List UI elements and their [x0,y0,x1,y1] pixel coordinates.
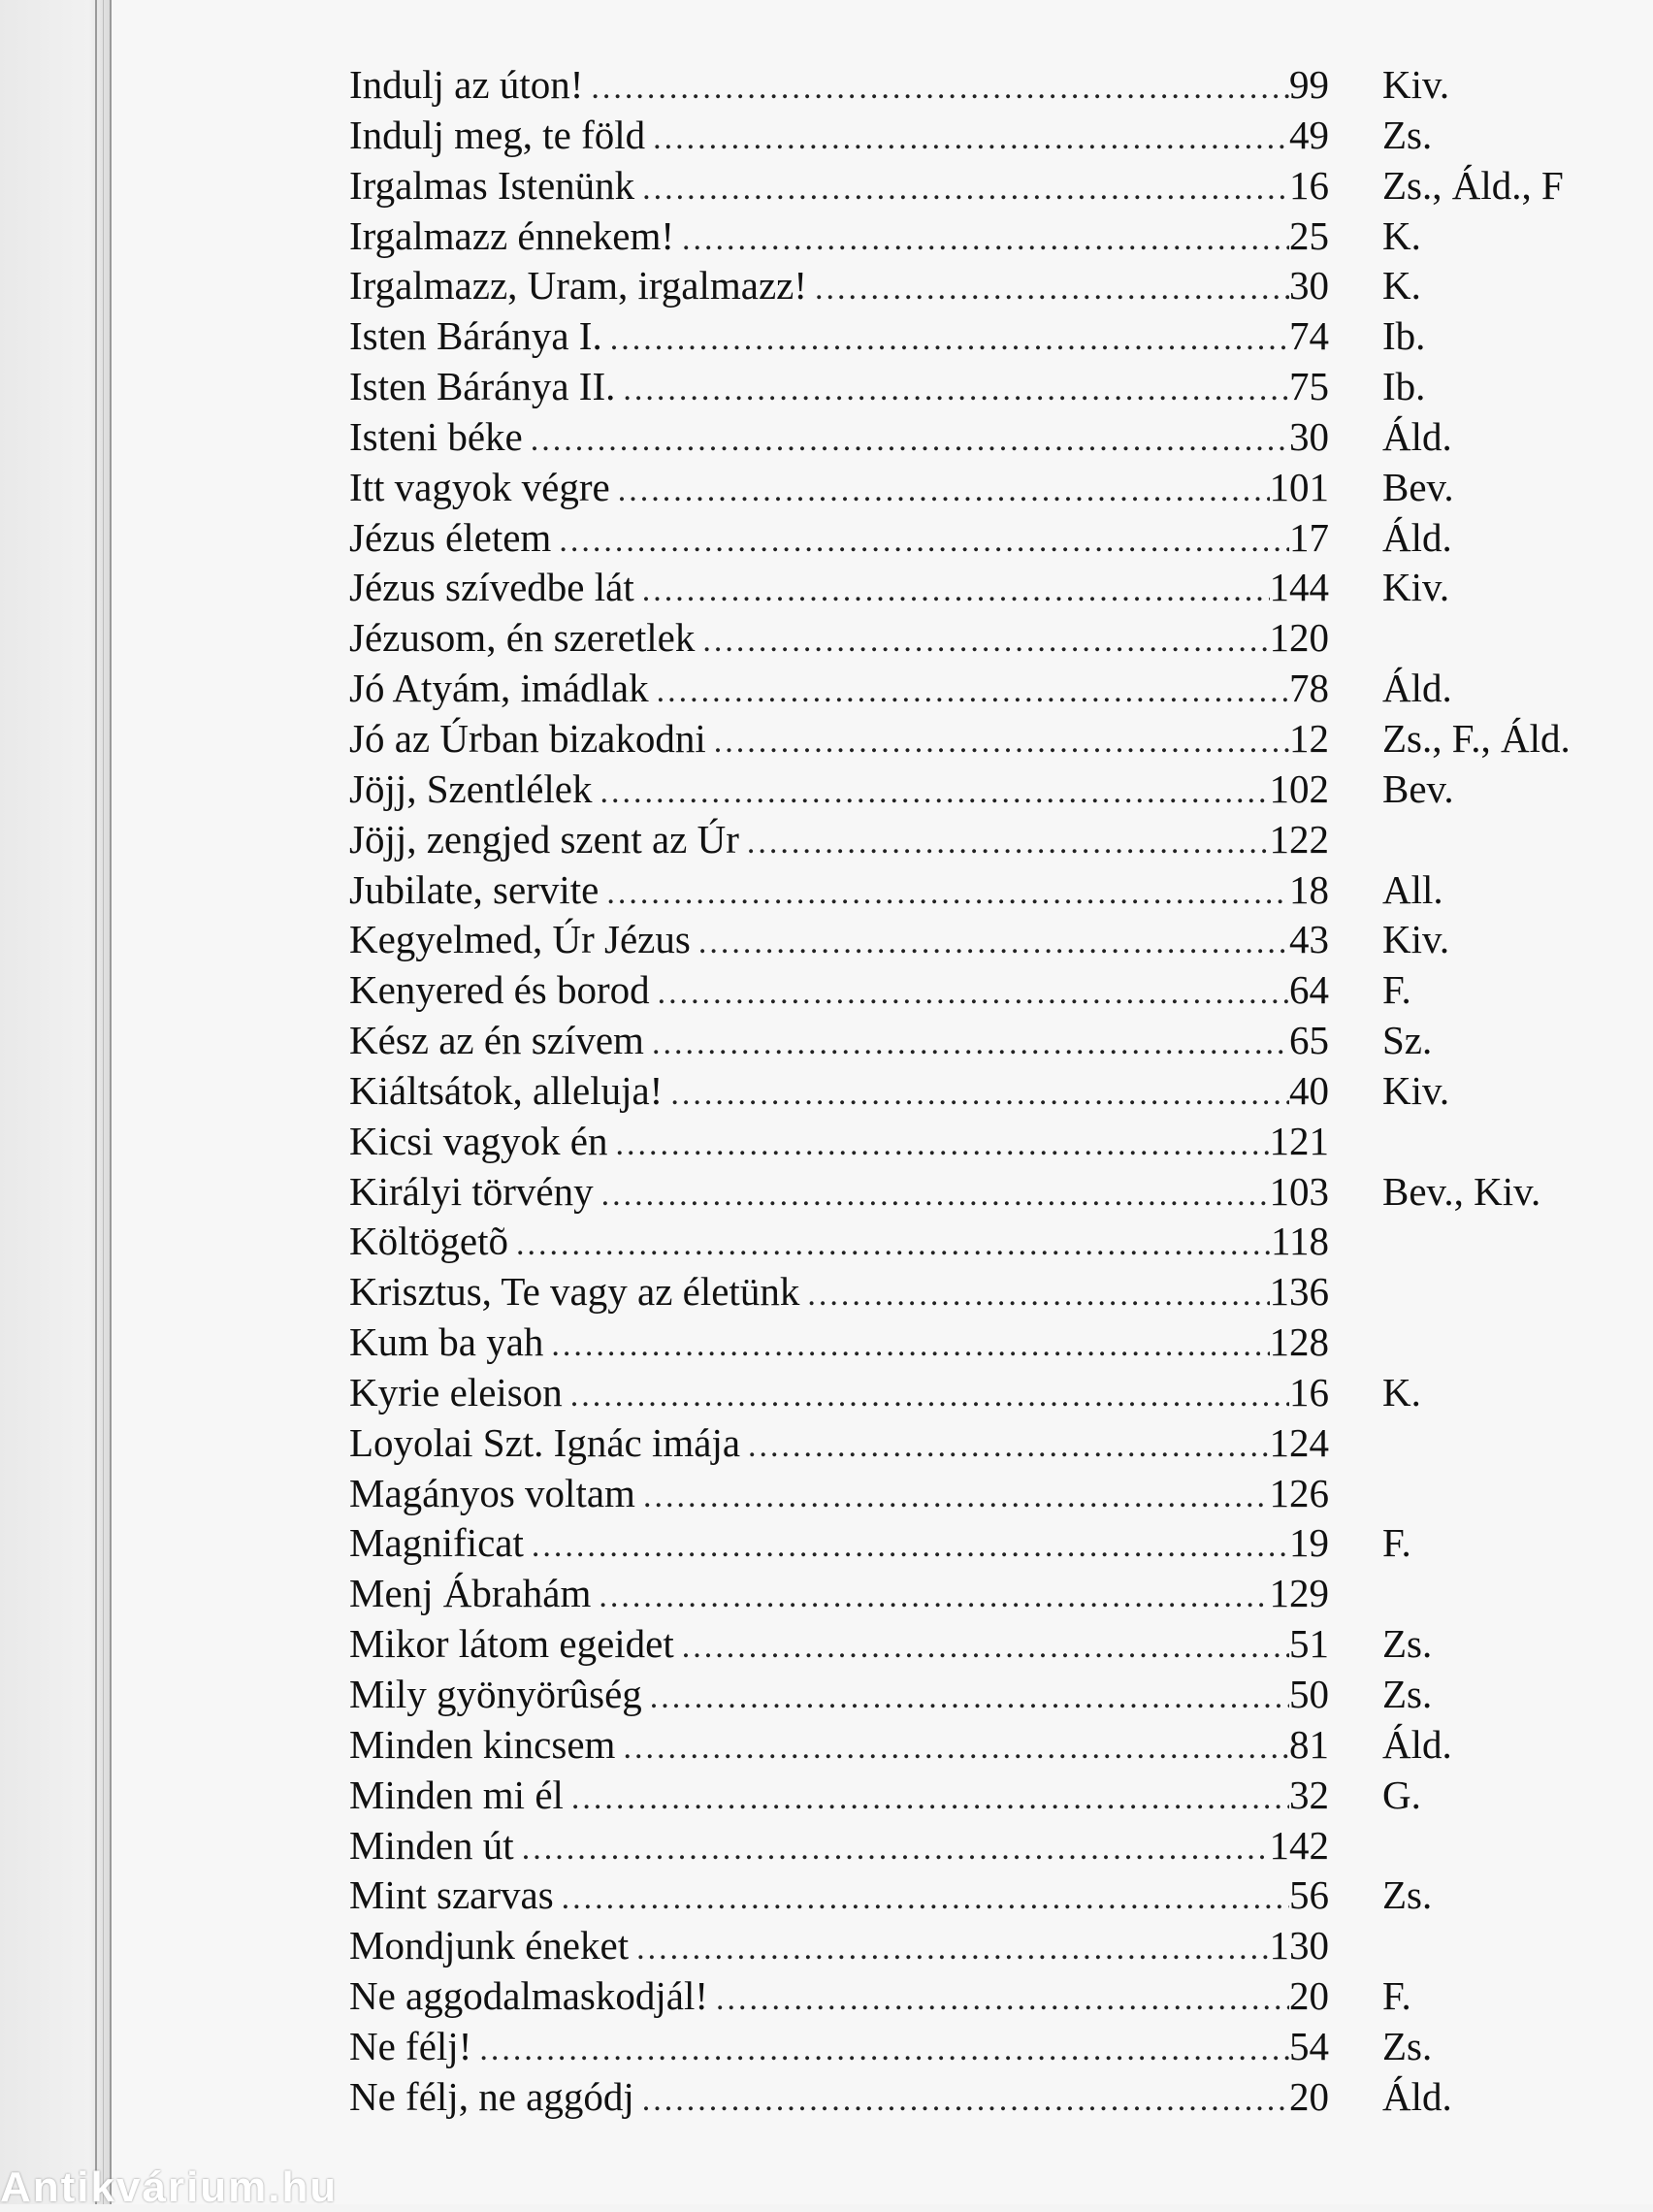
liturgical-category: Áld. [1382,413,1452,459]
song-title: Mondjunk éneket [349,1923,630,1968]
page-number: 16 [1289,1369,1329,1415]
page-number: 130 [1269,1923,1329,1968]
dot-leader [601,1170,1270,1220]
toc-entry-line [349,865,1329,918]
song-title: Mikor látom egeidet [349,1621,674,1667]
toc-entry [349,261,1610,311]
dot-leader [636,1924,1269,1973]
page-number: 121 [1269,1118,1329,1163]
song-title: Jézusom, én szeretlek [349,615,696,661]
dot-leader [642,164,1289,213]
toc-entry [349,513,1610,564]
page-number: 124 [1269,1419,1329,1465]
liturgical-category: Ib. [1382,364,1426,409]
dot-leader [657,667,1289,716]
liturgical-category: Ib. [1382,313,1426,359]
song-title: Mily gyönyörûség [349,1672,642,1716]
toc-entry-line [349,764,1329,817]
liturgical-category: Zs., F., Áld. [1382,715,1571,761]
toc-entry [349,664,1610,714]
toc-entry [349,1619,1610,1670]
page-number: 75 [1289,364,1329,409]
song-title: Minden mi él [349,1772,564,1817]
page-number: 144 [1269,565,1329,610]
dot-leader [807,1270,1269,1319]
toc-entry-line [349,563,1329,615]
toc-entry [349,965,1610,1016]
song-title: Krisztus, Te vagy az életünk [349,1269,800,1315]
toc-entry [349,1720,1610,1771]
song-title: Királyi törvény [349,1168,594,1214]
page-number: 18 [1289,866,1329,912]
dot-leader [606,868,1289,918]
song-title: Magnificat [349,1520,524,1566]
toc-entry [349,211,1610,262]
song-title: Költögetõ [349,1219,508,1264]
liturgical-category: Áld. [1382,2073,1452,2119]
liturgical-category: Zs. [1382,1621,1433,1667]
toc-entry [349,563,1610,613]
liturgical-category: Bev. [1382,464,1454,509]
toc-entry-line [349,412,1329,465]
toc-entry [349,1870,1610,1921]
toc-entry [349,1771,1610,1821]
page-number: 50 [1289,1672,1329,1716]
dot-leader [747,818,1270,867]
liturgical-category: Zs., Áld., F [1382,162,1564,208]
toc-entry-line [349,463,1329,515]
toc-entry [349,1317,1610,1368]
page-number: 103 [1269,1168,1329,1214]
dot-leader [748,1421,1269,1471]
toc-entry-line [349,60,1329,113]
toc-entry [349,714,1610,764]
song-title: Irgalmazz, Uram, irgalmazz! [349,263,808,309]
toc-entry-line [349,815,1329,867]
toc-entry [349,1670,1610,1720]
toc-entry-line [349,613,1329,666]
toc-entry [349,1418,1610,1469]
page-number: 20 [1289,2073,1329,2119]
dot-leader [653,114,1289,163]
liturgical-category: Zs. [1382,2023,1433,2068]
dot-leader [698,918,1289,967]
toc-entry-line [349,1317,1329,1370]
song-title: Isten Báránya I. [349,313,602,359]
toc-entry-line [349,714,1329,766]
toc-entry [349,161,1610,211]
liturgical-category: K. [1382,1369,1421,1415]
song-title: Jubilate, servite [349,866,600,912]
page-number: 54 [1289,2023,1329,2068]
toc-entry [349,311,1610,362]
liturgical-category: K. [1382,212,1421,258]
page-number: 101 [1269,464,1329,509]
dot-leader [650,1673,1289,1722]
dot-leader [716,1974,1289,2024]
toc-entry [349,764,1610,815]
song-title: Indulj az úton! [349,62,584,107]
song-title: Kiáltsátok, alleluja! [349,1067,664,1113]
liturgical-category: Áld. [1382,666,1452,711]
page-number: 118 [1271,1219,1329,1264]
toc-entry-line [349,261,1329,313]
toc-entry-line [349,1921,1329,1973]
page-number: 25 [1289,212,1329,258]
dot-leader [610,314,1289,364]
toc-entry-line [349,1167,1329,1220]
liturgical-category: Kiv. [1382,62,1450,107]
song-title: Ne aggodalmaskodjál! [349,1973,709,2019]
dot-leader [600,767,1270,817]
toc-entry [349,1368,1610,1418]
song-title: Loyolai Szt. Ignác imája [349,1419,741,1465]
table-of-contents [349,60,1610,2123]
page-number: 30 [1289,413,1329,459]
toc-entry-line [349,161,1329,213]
page-number: 128 [1269,1319,1329,1365]
page-number: 19 [1289,1520,1329,1566]
toc-entry-line [349,1117,1329,1169]
song-title: Indulj meg, te föld [349,112,646,157]
song-title: Menj Ábrahám [349,1571,592,1616]
toc-entry-line [349,111,1329,163]
toc-entry-line [349,362,1329,414]
dot-leader [623,365,1289,414]
page-number: 32 [1289,1772,1329,1817]
song-title: Kicsi vagyok én [349,1118,608,1163]
dot-leader [615,1120,1269,1169]
page-number: 122 [1269,816,1329,862]
toc-entry-line [349,1066,1329,1119]
toc-entry [349,60,1610,111]
dot-leader [562,1873,1289,1923]
song-title: Isten Báránya II. [349,364,616,409]
liturgical-category: F. [1382,967,1411,1013]
page-number: 81 [1289,1721,1329,1767]
song-title: Jöjj, Szentlélek [349,765,593,811]
dot-leader [570,1371,1289,1420]
page-number: 30 [1289,263,1329,309]
song-title: Kyrie eleison [349,1369,563,1415]
toc-entry-line [349,664,1329,716]
dot-leader [551,1320,1269,1370]
song-title: Minden kincsem [349,1721,616,1767]
song-title: Kum ba yah [349,1319,544,1365]
liturgical-category: Áld. [1382,514,1452,560]
toc-entry [349,412,1610,463]
toc-entry [349,1921,1610,1971]
liturgical-category: All. [1382,866,1443,912]
toc-entry [349,1217,1610,1267]
toc-entry-line [349,211,1329,264]
song-title: Mint szarvas [349,1872,554,1918]
toc-entry-line [349,1418,1329,1471]
liturgical-category: Bev., Kiv. [1382,1168,1541,1214]
liturgical-category: Bev. [1382,765,1454,811]
dot-leader [682,1622,1289,1672]
toc-entry-line [349,1670,1329,1722]
dot-leader [623,1723,1289,1773]
toc-entry-line [349,1821,1329,1873]
dot-leader [642,2075,1289,2125]
song-title: Jöjj, zengjed szent az Úr [349,816,739,862]
page-number: 17 [1289,514,1329,560]
toc-entry-line [349,1469,1329,1521]
page-number: 49 [1289,112,1329,157]
toc-entry-line [349,1619,1329,1672]
liturgical-category: K. [1382,263,1421,309]
song-title: Jó az Úrban bizakodni [349,715,706,761]
song-title: Jézus életem [349,514,552,560]
page-number: 142 [1269,1822,1329,1868]
toc-entry [349,1469,1610,1519]
dot-leader [516,1220,1271,1269]
toc-entry-line [349,1870,1329,1923]
liturgical-category: G. [1382,1772,1421,1817]
dot-leader [643,1472,1270,1521]
liturgical-category: Áld. [1382,1721,1452,1767]
dot-leader [522,1824,1270,1873]
dot-leader [642,566,1270,615]
toc-entry-line [349,1720,1329,1773]
dot-leader [714,717,1289,766]
song-title: Minden út [349,1822,514,1868]
toc-entry-line [349,513,1329,566]
toc-entry-line [349,1971,1329,2024]
toc-entry [349,1167,1610,1218]
toc-entry-line [349,1771,1329,1823]
song-title: Jézus szívedbe lát [349,565,634,610]
dot-leader [658,968,1289,1018]
page-number: 12 [1289,715,1329,761]
dot-leader [571,1773,1289,1823]
liturgical-category: Kiv. [1382,565,1450,610]
toc-entry [349,1267,1610,1317]
page-number: 65 [1289,1018,1329,1063]
liturgical-category: Kiv. [1382,1067,1450,1113]
page-number: 56 [1289,1872,1329,1918]
toc-entry [349,915,1610,965]
page-number: 126 [1269,1470,1329,1515]
dot-leader [532,1521,1289,1571]
liturgical-category: Zs. [1382,112,1433,157]
toc-entry [349,865,1610,916]
toc-entry-line [349,1217,1329,1269]
dot-leader [618,466,1270,515]
page-number: 136 [1269,1269,1329,1315]
liturgical-category: Zs. [1382,1672,1433,1716]
song-title: Irgalmazz énnekem! [349,212,675,258]
toc-entry-line [349,311,1329,364]
toc-entry-line [349,2022,1329,2074]
song-title: Irgalmas Istenünk [349,162,635,208]
song-title: Isteni béke [349,413,523,459]
song-title: Ne félj! [349,2023,472,2068]
toc-entry-line [349,965,1329,1018]
dot-leader [682,214,1289,264]
dot-leader [670,1069,1289,1119]
toc-entry-line [349,1518,1329,1571]
page-number: 20 [1289,1973,1329,2019]
toc-entry-line [349,1267,1329,1319]
toc-entry [349,1016,1610,1066]
song-title: Kenyered és borod [349,967,650,1013]
toc-entry [349,362,1610,412]
song-title: Jó Atyám, imádlak [349,666,649,711]
toc-entry [349,2022,1610,2072]
liturgical-category: F. [1382,1520,1411,1566]
page-number: 78 [1289,666,1329,711]
page-number: 43 [1289,917,1329,962]
page-number: 74 [1289,313,1329,359]
song-title: Kész az én szívem [349,1018,644,1063]
toc-entry [349,1971,1610,2022]
watermark: Antikvárium.hu [0,2163,339,2211]
page-number: 16 [1289,162,1329,208]
toc-entry [349,613,1610,664]
page-number: 64 [1289,967,1329,1013]
dot-leader [702,616,1269,666]
toc-entry [349,1569,1610,1619]
song-title: Kegyelmed, Úr Jézus [349,917,691,962]
toc-entry [349,1066,1610,1117]
toc-entry-line [349,1368,1329,1420]
page-number: 129 [1269,1571,1329,1616]
liturgical-category: Kiv. [1382,917,1450,962]
dot-leader [531,415,1289,465]
dot-leader [479,2025,1289,2074]
liturgical-category: F. [1382,1973,1411,2019]
dot-leader [591,63,1289,113]
toc-entry [349,1518,1610,1569]
toc-entry-line [349,1016,1329,1068]
book-spine-edge [95,0,97,2204]
page-number: 102 [1269,765,1329,811]
song-title: Itt vagyok végre [349,464,610,509]
book-spine-edge [103,0,104,2204]
toc-entry [349,1821,1610,1871]
toc-entry [349,111,1610,161]
page-number: 99 [1289,62,1329,107]
toc-entry [349,2072,1610,2123]
toc-entry-line [349,1569,1329,1621]
toc-entry [349,463,1610,513]
page-number: 40 [1289,1067,1329,1113]
song-title: Ne félj, ne aggódj [349,2073,634,2119]
liturgical-category: Zs. [1382,1872,1433,1918]
page-margin-left [0,0,112,2204]
toc-entry-line [349,915,1329,967]
toc-entry [349,1117,1610,1167]
dot-leader [559,516,1289,566]
dot-leader [652,1019,1289,1068]
toc-entry-line [349,2072,1329,2125]
dot-leader [599,1572,1269,1621]
toc-entry [349,815,1610,865]
page-number: 51 [1289,1621,1329,1667]
liturgical-category: Sz. [1382,1018,1433,1063]
page-number: 120 [1269,615,1329,661]
dot-leader [815,264,1289,313]
song-title: Magányos voltam [349,1470,635,1515]
